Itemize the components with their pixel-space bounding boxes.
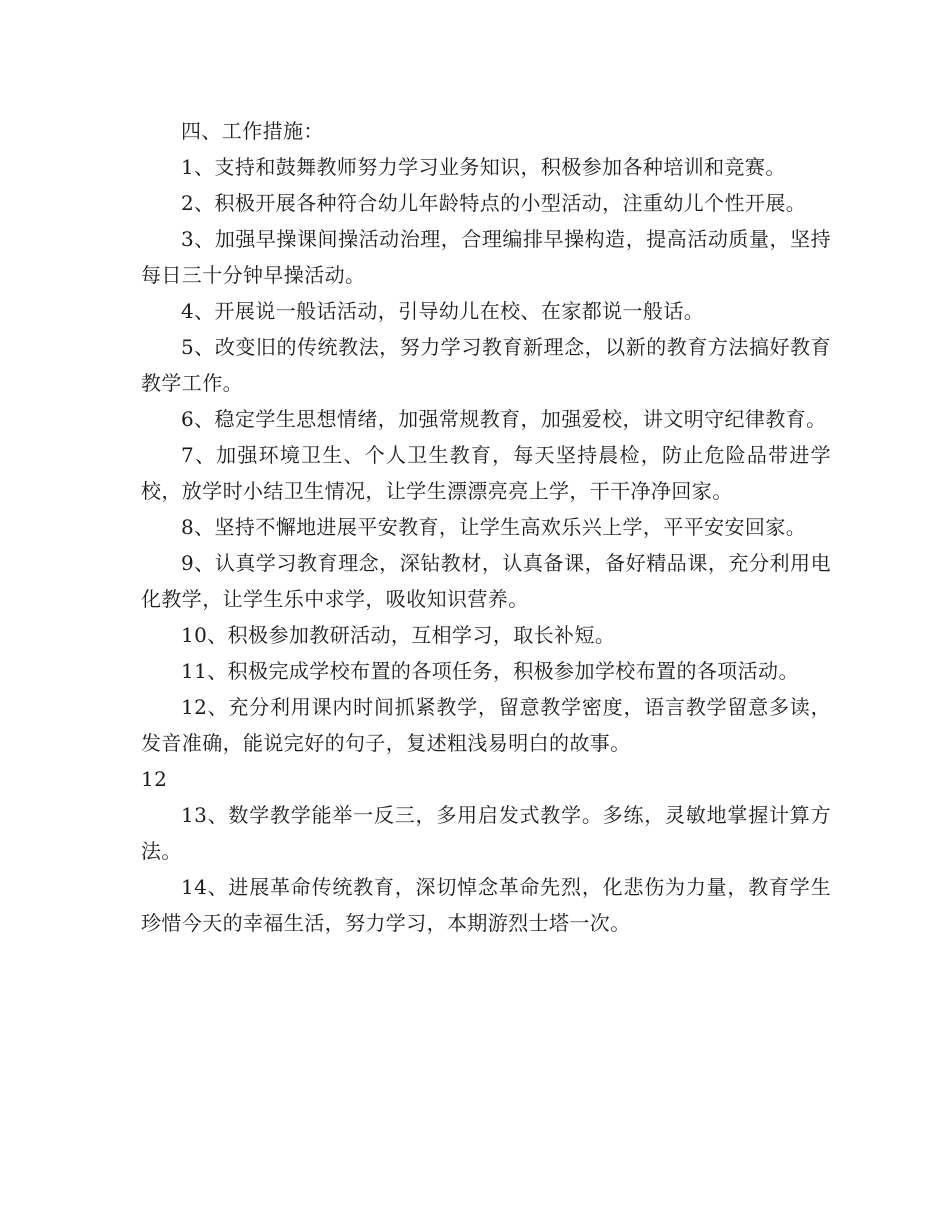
paragraph-item-5: 5、改变旧的传统教法，努力学习教育新理念，以新的教育方法搞好教育教学工作。 xyxy=(141,335,831,395)
paragraph-item-1: 1、支持和鼓舞教师努力学习业务知识，积极参加各种培训和竞赛。 xyxy=(181,155,786,179)
paragraph-item-14: 14、进展革命传统教育，深切悼念革命先烈，化悲伤为力量，教育学生珍惜今天的幸福生活，努力学习，本期游烈士塔一次。 xyxy=(141,875,831,935)
paragraph-item-2: 2、积极开展各种符合幼儿年龄特点的小型活动，注重幼儿个性开展。 xyxy=(181,191,807,215)
page-marker: 12 xyxy=(141,767,168,791)
paragraph-item-10: 10、积极参加教研活动，互相学习，取长补短。 xyxy=(181,623,616,647)
document-body xyxy=(141,113,831,941)
paragraph-item-4: 4、开展说一般话活动，引导幼儿在校、在家都说一般话。 xyxy=(181,299,705,323)
paragraph-item-8: 8、坚持不懈地进展平安教育，让学生高欢乐兴上学，平平安安回家。 xyxy=(181,515,807,539)
paragraph-item-9: 9、认真学习教育理念，深钻教材，认真备课，备好精品课，充分利用电化教学，让学生乐中求学，吸收知识营养。 xyxy=(141,551,831,611)
paragraph-item-12: 12、充分利用课内时间抓紧教学，留意教学密度，语言教学留意多读，发音准确，能说完好的句子，复述粗浅易明白的故事。 xyxy=(141,695,831,755)
paragraph-item-7: 7、加强环境卫生、个人卫生教育，每天坚持晨检，防止危险品带进学校，放学时小结卫生情况，让学生漂漂亮亮上学，干干净净回家。 xyxy=(141,443,831,503)
paragraph-item-13: 13、数学教学能举一反三，多用启发式教学。多练，灵敏地掌握计算方法。 xyxy=(141,803,831,863)
section-heading: 四、工作措施： xyxy=(181,119,324,143)
paragraph-item-11: 11、积极完成学校布置的各项任务，积极参加学校布置的各项活动。 xyxy=(181,659,799,683)
paragraph-item-3: 3、加强早操课间操活动治理，合理编排早操构造，提高活动质量，坚持每日三十分钟早操活动。 xyxy=(141,227,831,287)
paragraph-item-6: 6、稳定学生思想情绪，加强常规教育，加强爱校，讲文明守纪律教育。 xyxy=(181,407,827,431)
